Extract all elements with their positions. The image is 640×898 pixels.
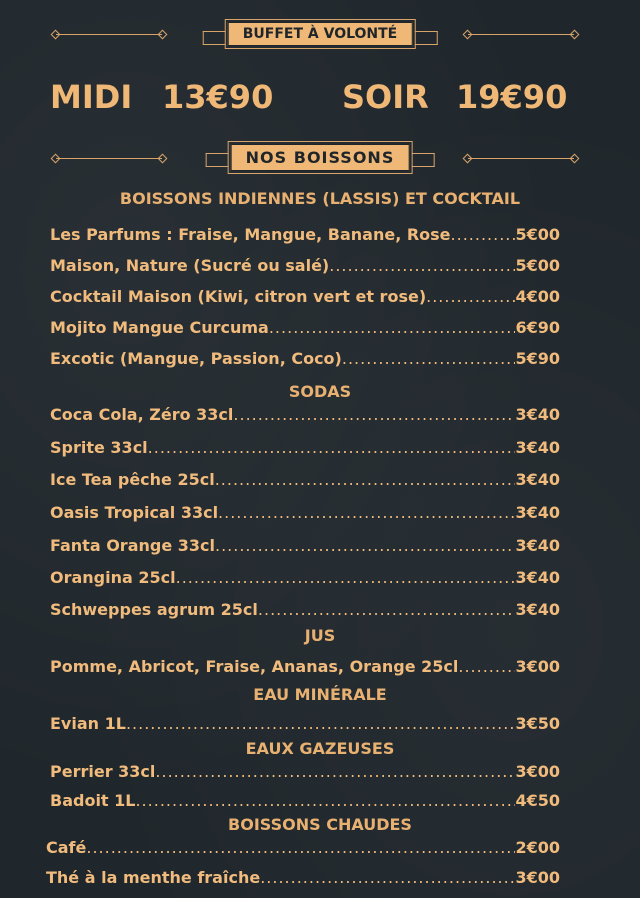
dot-leader bbox=[148, 438, 516, 457]
buffet-banner bbox=[228, 22, 413, 46]
right-divider bbox=[468, 158, 574, 159]
item-price: 3€40 bbox=[515, 438, 560, 457]
dot-leader bbox=[135, 791, 515, 810]
dot-leader bbox=[260, 868, 515, 887]
item-price: 3€40 bbox=[515, 568, 560, 587]
buffet-banner-label: BUFFET À VOLONTÉ bbox=[242, 26, 398, 42]
item-name: Ice Tea pêche 25cl bbox=[50, 470, 215, 489]
dot-leader bbox=[233, 405, 515, 424]
item-name: Oasis Tropical 33cl bbox=[50, 503, 219, 522]
item-price: 3€40 bbox=[515, 405, 560, 424]
dot-leader bbox=[258, 600, 516, 619]
menu-item bbox=[50, 597, 560, 619]
drinks-banner bbox=[231, 144, 410, 171]
menu-item bbox=[50, 654, 560, 676]
item-price: 5€00 bbox=[515, 256, 560, 275]
item-price: 3€40 bbox=[515, 503, 560, 522]
menu-item bbox=[50, 435, 560, 457]
item-name: Maison, Nature (Sucré ou salé) bbox=[50, 256, 330, 275]
left-divider bbox=[56, 158, 162, 159]
item-name: Orangina 25cl bbox=[50, 568, 176, 587]
section-title-jus: JUS bbox=[304, 626, 336, 645]
menu-item bbox=[50, 565, 560, 587]
midi-price: 13€90 bbox=[162, 78, 274, 116]
soir-label: SOIR bbox=[342, 78, 429, 116]
dot-leader bbox=[86, 838, 515, 857]
item-name: Les Parfums : Fraise, Mangue, Banane, Rose bbox=[50, 225, 451, 244]
item-price: 4€50 bbox=[515, 791, 560, 810]
dot-leader bbox=[269, 318, 516, 337]
section-title-sodas: SODAS bbox=[288, 382, 352, 401]
section-title-chaudes: BOISSONS CHAUDES bbox=[228, 815, 412, 834]
section-title-gazeuses: EAUX GAZEUSES bbox=[245, 739, 395, 758]
menu-item bbox=[46, 835, 560, 857]
item-price: 3€40 bbox=[515, 536, 560, 555]
right-divider bbox=[468, 34, 574, 35]
dot-leader bbox=[155, 762, 515, 781]
drinks-banner-label: NOS BOISSONS bbox=[245, 148, 395, 167]
menu-item bbox=[50, 346, 560, 368]
item-price: 2€00 bbox=[515, 838, 560, 857]
midi-label: MIDI bbox=[50, 78, 133, 116]
item-name: Schweppes agrum 25cl bbox=[50, 600, 258, 619]
item-name: Evian 1L bbox=[50, 714, 126, 733]
dot-leader bbox=[342, 349, 516, 368]
item-price: 3€40 bbox=[515, 470, 560, 489]
menu-item bbox=[50, 759, 560, 781]
menu-item bbox=[50, 284, 560, 306]
item-name: Cocktail Maison (Kiwi, citron vert et rose) bbox=[50, 287, 427, 306]
item-name: Pomme, Abricot, Fraise, Ananas, Orange 25cl bbox=[50, 657, 459, 676]
item-name: Thé à la menthe fraîche bbox=[46, 868, 261, 887]
item-price: 3€00 bbox=[515, 868, 560, 887]
menu-item bbox=[50, 788, 560, 810]
menu-item bbox=[50, 467, 560, 489]
item-name: Badoit 1L bbox=[50, 791, 136, 810]
menu-item bbox=[46, 865, 560, 887]
menu-item bbox=[50, 500, 560, 522]
item-name: Café bbox=[46, 838, 87, 857]
item-name: Excotic (Mangue, Passion, Coco) bbox=[50, 349, 342, 368]
left-divider bbox=[56, 34, 162, 35]
menu-item bbox=[50, 315, 560, 337]
dot-leader bbox=[176, 568, 516, 587]
dot-leader bbox=[458, 657, 515, 676]
item-price: 5€00 bbox=[515, 225, 560, 244]
dot-leader bbox=[215, 470, 516, 489]
dot-leader bbox=[215, 536, 515, 555]
soir-price: 19€90 bbox=[456, 78, 568, 116]
menu-item bbox=[50, 253, 560, 275]
item-name: Mojito Mangue Curcuma bbox=[50, 318, 269, 337]
dot-leader bbox=[451, 225, 516, 244]
item-price: 4€00 bbox=[515, 287, 560, 306]
item-price: 5€90 bbox=[515, 349, 560, 368]
dot-leader bbox=[218, 503, 515, 522]
dot-leader bbox=[126, 714, 516, 733]
item-name: Perrier 33cl bbox=[50, 762, 156, 781]
item-price: 6€90 bbox=[515, 318, 560, 337]
drinks-header bbox=[0, 140, 640, 180]
item-price: 3€00 bbox=[515, 657, 560, 676]
menu-item bbox=[50, 402, 560, 424]
item-price: 3€40 bbox=[515, 600, 560, 619]
section-title-eau: EAU MINÉRALE bbox=[253, 685, 387, 704]
dot-leader bbox=[329, 256, 515, 275]
buffet-header bbox=[0, 16, 640, 56]
item-name: Sprite 33cl bbox=[50, 438, 148, 457]
section-title-indian: BOISSONS INDIENNES (LASSIS) ET COCKTAIL bbox=[119, 189, 521, 208]
item-price: 3€50 bbox=[515, 714, 560, 733]
item-name: Fanta Orange 33cl bbox=[50, 536, 215, 555]
buffet-prices bbox=[50, 78, 590, 122]
menu-item bbox=[50, 533, 560, 555]
item-name: Coca Cola, Zéro 33cl bbox=[50, 405, 234, 424]
dot-leader bbox=[426, 287, 515, 306]
item-price: 3€00 bbox=[515, 762, 560, 781]
menu-item bbox=[50, 711, 560, 733]
menu-item bbox=[50, 222, 560, 244]
